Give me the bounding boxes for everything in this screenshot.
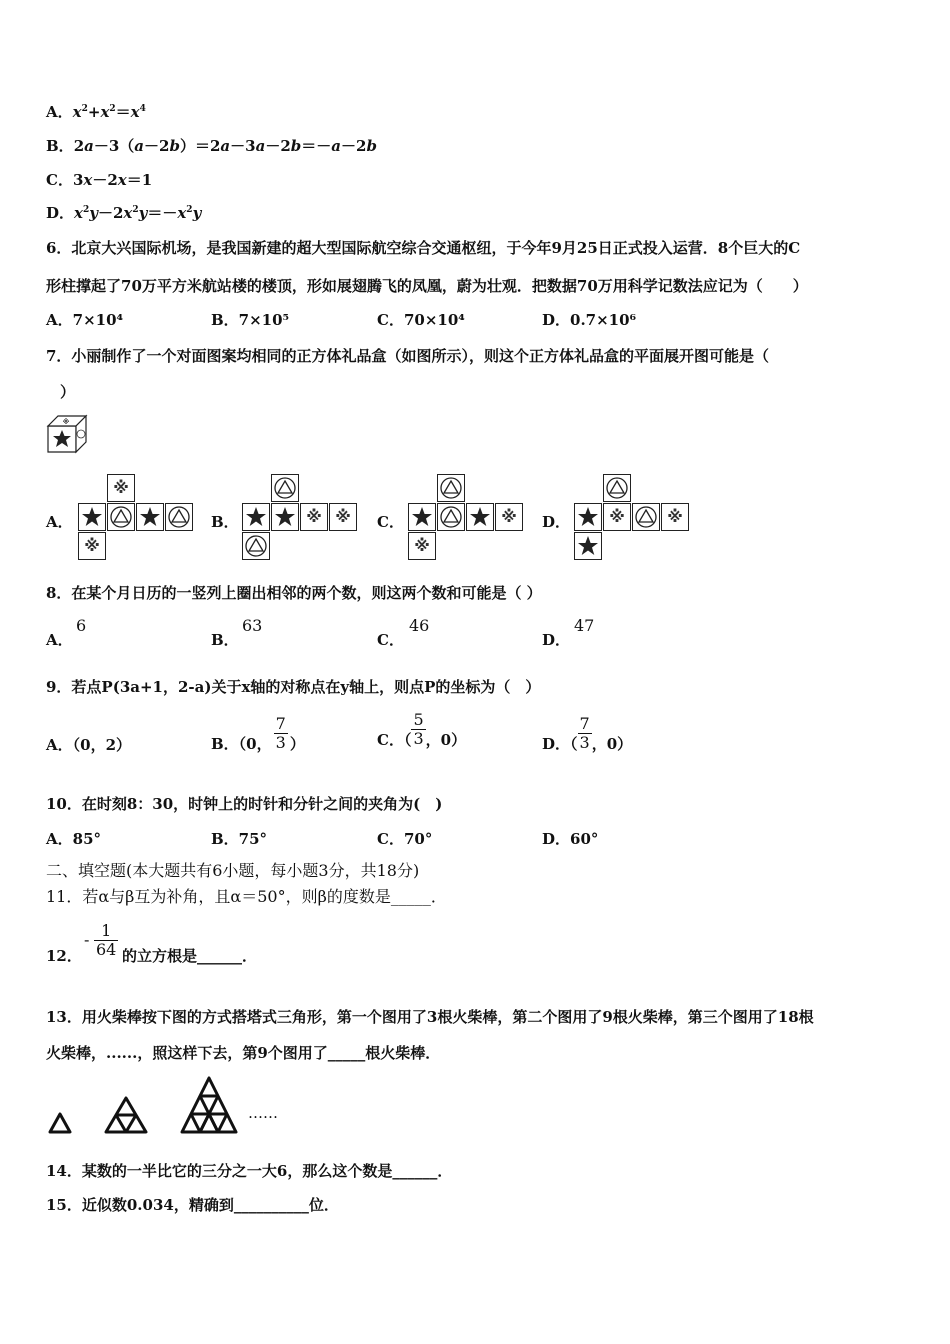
q8-option-d-value: 47 xyxy=(574,616,595,635)
q12-fraction: $\frac{1}{64}$ xyxy=(96,921,117,959)
q10-stem: 10．在时刻8：30，时钟上的时针和分针之间的夹角为( ) xyxy=(46,795,443,813)
circle-triangle-icon xyxy=(243,533,269,559)
q5-option-d: D．$x^2y-2x^2y=-x^2y$ xyxy=(46,204,202,222)
net-cell xyxy=(437,474,465,502)
q5-option-c: C．3x－2x＝1 xyxy=(46,171,153,189)
svg-text:※: ※ xyxy=(501,507,517,526)
q8-option-a-value: 6 xyxy=(76,616,87,635)
q13-stem-line1: 13．用火柴棒按下图的方式搭塔式三角形，第一个图用了3根火柴棒，第二个图用了9根火柴棒，第三个图用了18根 xyxy=(46,1008,814,1026)
star-icon xyxy=(137,504,163,530)
circle-triangle-icon xyxy=(604,475,630,501)
net-cell xyxy=(78,532,106,560)
snowflake-icon xyxy=(409,533,435,559)
q6-option-a: A．7×10⁴ xyxy=(46,311,124,329)
q9-option-b: B．（0， $\frac{7}{3}$ ） xyxy=(211,713,305,753)
section-heading-fill-in: 二、填空题(本大题共有6小题，每小题3分，共18分) xyxy=(46,861,420,880)
q5-option-b: B．2a－3（a－2b）＝2a－3a－2b＝－a－2b xyxy=(46,137,377,155)
q8-stem: 8．在某个月日历的一竖列上圈出相邻的两个数，则这两个数和可能是（ ） xyxy=(46,584,542,602)
q15-stem: 15．近似数0.034，精确到__________位． xyxy=(46,1196,339,1214)
gift-box-cube-figure xyxy=(46,414,88,454)
triangle-figure-1 xyxy=(50,1114,70,1132)
net-cell xyxy=(437,503,465,531)
net-cell xyxy=(603,474,631,502)
q7-option-d-label: D． xyxy=(542,513,571,531)
snowflake-icon xyxy=(330,504,356,530)
star-icon xyxy=(467,504,493,530)
q12-number: 12． xyxy=(46,947,82,965)
q10-option-a: A．85° xyxy=(46,830,102,848)
q6-stem-line1: 6．北京大兴国际机场，是我国新建的超大型国际航空综合交通枢纽，于今年9月25日正式投入运营．8个巨大的C xyxy=(46,239,801,257)
svg-text:※: ※ xyxy=(306,507,322,526)
net-cell xyxy=(408,503,436,531)
q9-option-a: A．（0，2） xyxy=(46,736,132,754)
q13-ellipsis: …… xyxy=(248,1104,278,1122)
snowflake-icon xyxy=(79,533,105,559)
q7-stem-line2: ） xyxy=(60,383,76,401)
q6-stem-line2: 形柱撑起了70万平方米航站楼的楼顶，形如展翅腾飞的凤凰，蔚为壮观．把数据70万用科学记数法应记为（ ） xyxy=(46,277,808,295)
q10-option-c: C．70° xyxy=(377,830,433,848)
net-cell xyxy=(78,503,106,531)
svg-text:※: ※ xyxy=(414,536,430,555)
q13-stem-line2: 火柴棒，......，照这样下去，第9个图用了_____根火柴棒． xyxy=(46,1044,441,1062)
star-icon xyxy=(272,504,298,530)
q10-option-b: B．75° xyxy=(211,830,268,848)
q7-stem-line1: 7．小丽制作了一个对面图案均相同的正方体礼品盒（如图所示），则这个正方体礼品盒的平面展开图可能是（ xyxy=(46,347,769,365)
q14-stem: 14．某数的一半比它的三分之一大6，那么这个数是______． xyxy=(46,1162,453,1180)
net-cell xyxy=(271,474,299,502)
net-cell xyxy=(408,532,436,560)
net-cell xyxy=(300,503,328,531)
q12-tail: 的立方根是______． xyxy=(122,947,258,965)
svg-text:※: ※ xyxy=(667,507,683,526)
q7-option-a-label: A． xyxy=(46,513,73,531)
net-cell xyxy=(661,503,689,531)
net-cell xyxy=(107,503,135,531)
q9-stem: 9．若点P(3a+1，2-a)关于x轴的对称点在y轴上，则点P的坐标为（ ） xyxy=(46,678,541,696)
circle-triangle-icon xyxy=(166,504,192,530)
net-cell xyxy=(271,503,299,531)
q8-option-b-label: B． xyxy=(211,631,239,649)
net-cell xyxy=(136,503,164,531)
q8-option-d-label: D． xyxy=(542,631,571,649)
triangle-figure-3 xyxy=(182,1078,236,1132)
circle-triangle-icon xyxy=(438,504,464,530)
star-icon xyxy=(243,504,269,530)
q11-stem: 11．若α与β互为补角，且α＝50°，则β的度数是_____． xyxy=(46,887,447,906)
q9-option-c: C．（ $\frac{5}{3}$ ，0） xyxy=(377,709,467,749)
net-cell xyxy=(242,503,270,531)
q5-option-a: A．$x^2+x^2=x^4$ xyxy=(46,103,146,121)
snowflake-icon xyxy=(604,504,630,530)
svg-text:※: ※ xyxy=(335,507,351,526)
circle-triangle-icon xyxy=(272,475,298,501)
snowflake-icon xyxy=(662,504,688,530)
svg-text:※: ※ xyxy=(62,418,70,426)
matchstick-triangles-figure xyxy=(46,1074,246,1136)
net-cell xyxy=(495,503,523,531)
net-cell xyxy=(165,503,193,531)
star-icon xyxy=(79,504,105,530)
net-cell xyxy=(603,503,631,531)
net-cell xyxy=(466,503,494,531)
svg-text:※: ※ xyxy=(84,536,100,555)
q8-option-a-label: A． xyxy=(46,631,73,649)
q8-option-b-value: 63 xyxy=(242,616,263,635)
q6-option-d: D．0.7×10⁶ xyxy=(542,311,637,329)
net-cell xyxy=(329,503,357,531)
q10-option-d: D．60° xyxy=(542,830,599,848)
star-icon xyxy=(409,504,435,530)
net-cell xyxy=(632,503,660,531)
snowflake-icon xyxy=(496,504,522,530)
triangle-figure-2 xyxy=(106,1098,146,1132)
q12-minus-sign: - xyxy=(84,930,90,949)
circle-triangle-icon xyxy=(633,504,659,530)
circle-triangle-icon xyxy=(438,475,464,501)
svg-text:※: ※ xyxy=(609,507,625,526)
circle-triangle-icon xyxy=(108,504,134,530)
q8-option-c-value: 46 xyxy=(409,616,430,635)
q6-option-c: C．70×10⁴ xyxy=(377,311,465,329)
snowflake-icon xyxy=(108,475,134,501)
net-cell xyxy=(242,532,270,560)
q6-option-b: B．7×10⁵ xyxy=(211,311,290,329)
net-cell xyxy=(574,503,602,531)
q7-option-b-label: B． xyxy=(211,513,239,531)
star-icon xyxy=(575,533,601,559)
net-cell xyxy=(107,474,135,502)
svg-text:※: ※ xyxy=(113,478,129,497)
snowflake-icon xyxy=(301,504,327,530)
net-cell xyxy=(574,532,602,560)
q8-option-c-label: C． xyxy=(377,631,404,649)
star-icon xyxy=(575,504,601,530)
q9-option-d: D．（ $\frac{7}{3}$ ，0） xyxy=(542,713,633,753)
q7-option-c-label: C． xyxy=(377,513,404,531)
